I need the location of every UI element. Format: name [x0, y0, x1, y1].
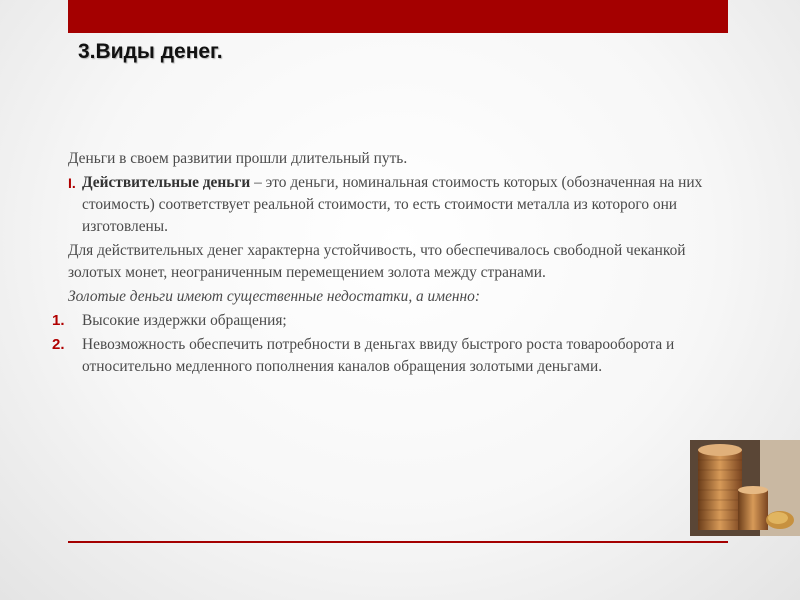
list-number: 2.	[52, 336, 65, 353]
bullet-item	[68, 172, 708, 238]
bullet-term: Действительные деньги	[82, 174, 251, 191]
bottom-accent-line	[68, 541, 728, 543]
coin-stacks-photo	[690, 440, 800, 536]
list-item	[52, 334, 708, 378]
intro-text: Деньги в своем развитии прошли длительный путь.	[68, 150, 408, 167]
list-item-text: Невозможность обеспечить потребности в деньгах ввиду быстрого роста товарооборота и относительно медленного пополнения каналов обращения золотыми деньгами.	[82, 336, 675, 375]
italic-line: Золотые деньги имеют существенные недостатки, а именно:	[68, 288, 480, 305]
bullet-text: – это деньги, номинальная стоимость которых (обозначенная на них стоимость) соответствует реальной стоимости, то есть стоимости металла из которого они изготовлены.	[82, 174, 703, 235]
paragraph-stability: Для действительных денег характерна устойчивость, что обеспечивалось свободной чеканкой золотых монет, неограниченным перемещением золота между странами.	[68, 242, 686, 281]
bullet-marker: I.	[68, 175, 76, 191]
slide-title: 3.Виды денег.	[78, 40, 223, 63]
slide-body	[52, 148, 708, 380]
list-item-text: Высокие издержки обращения;	[82, 312, 287, 329]
top-accent-bar	[68, 0, 728, 33]
list-number: 1.	[52, 312, 65, 329]
list-item	[52, 310, 708, 332]
coins-illustration	[690, 440, 800, 536]
